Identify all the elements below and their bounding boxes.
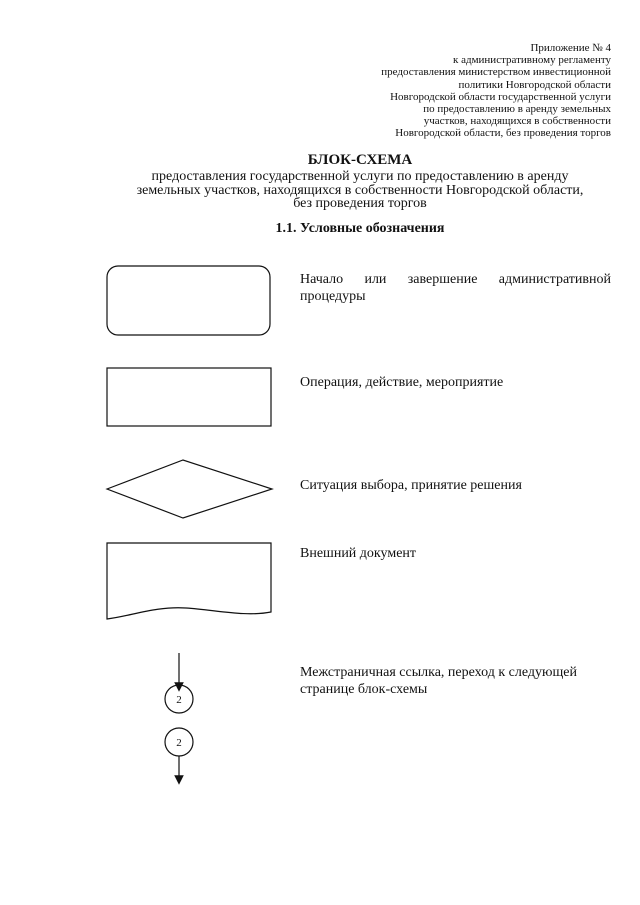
start-end-shape <box>106 265 272 337</box>
document-title: БЛОК-СХЕМА <box>307 152 413 168</box>
section-heading: 1.1. Условные обозначения <box>275 221 445 236</box>
legend-start-end-text: Начало или завершение административной процедуры <box>300 272 611 304</box>
page-connector-shape <box>160 650 200 790</box>
appendix-line: Приложение № 4 <box>530 42 611 54</box>
decision-shape <box>106 459 274 519</box>
legend-operation-text: Операция, действие, мероприятие <box>300 375 504 390</box>
subtitle-line: без проведения торгов <box>293 196 427 211</box>
subtitle-line: земельных участков, находящихся в собственности Новгородской области, <box>136 182 584 198</box>
document-subtitle <box>100 170 620 211</box>
connector-label-bottom: 2 <box>176 737 182 749</box>
appendix-line: к административному регламенту <box>453 54 611 67</box>
appendix-line: Новгородской области государственной услуги <box>390 90 611 103</box>
operation-shape <box>106 367 272 427</box>
connector-label-top: 2 <box>176 694 182 706</box>
legend-decision-text: Ситуация выбора, принятие решения <box>300 478 522 493</box>
appendix-line: по предоставлению в аренду земельных <box>423 103 611 116</box>
legend-external-document-text: Внешний документ <box>300 546 417 561</box>
external-document-shape <box>106 542 274 622</box>
subtitle-line: предоставления государственной услуги по предоставлению в аренду <box>151 169 569 184</box>
appendix-line: политики Новгородской области <box>458 78 611 91</box>
appendix-line: предоставления министерством инвестиционной <box>381 66 611 79</box>
appendix-header <box>331 42 611 140</box>
appendix-line: Новгородской области, без проведения торгов <box>395 127 611 140</box>
legend-page-connector-text: Межстраничная ссылка, переход к следующей странице блок-схемы <box>300 665 577 697</box>
appendix-line: участков, находящихся в собственности <box>423 115 611 128</box>
